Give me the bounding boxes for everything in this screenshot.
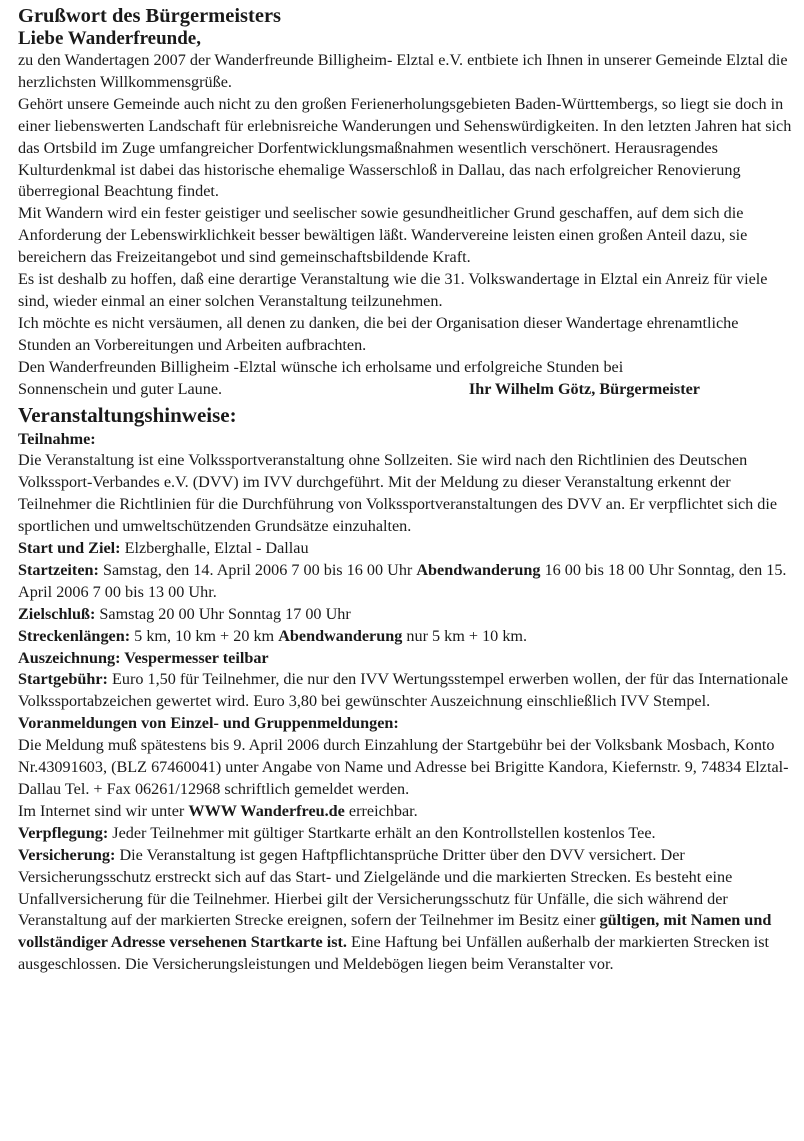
- greeting-paragraph: Den Wanderfreunden Billigheim -Elztal wünsche ich erholsame und erfolgreiche Stunden bei: [18, 357, 624, 376]
- start-times-value-2: 16 00 bis 18 00 Uhr Sonntag, den 15. April 2006 7 00 bis 13 00 Uhr.: [18, 560, 787, 601]
- fee-entry: [18, 669, 792, 713]
- fee-value: Euro 1,50 für Teilnehmer, die nur den IVV Wertungsstempel erwerben wollen, der für das Internationale Volkssportabzeichen gewertet wird. Euro 3,80 bei gewünschter Auszeichnung einschließlich IVV Stempel.: [18, 670, 789, 711]
- insurance-bold-text: gültigen, mit Namen und vollständiger Adresse versehenen Startkarte ist.: [18, 911, 772, 952]
- greeting-paragraph: Ich möchte es nicht versäumen, all denen zu danken, die bei der Organisation dieser Wandertage ehrenamtliche Stunden an Vorbereitungen und Arbeiten aufbrachten.: [18, 313, 739, 354]
- greeting-paragraph: Es ist deshalb zu hoffen, daß eine derartige Veranstaltung wie die 31. Volkswandertage in Elztal ein Anreiz für viele sind, wieder einmal an einer solchen Veranstaltung teilzunehmen.: [18, 270, 768, 310]
- finish-close-value: Samstag 20 00 Uhr Sonntag 17 00 Uhr: [95, 604, 351, 623]
- greeting-paragraph: Mit Wandern wird ein fester geistiger und seelischer sowie gesundheitlicher Grund geschaffen, auf dem sich die Anforderung der Lebenswirklichkeit besser bewältigen läßt. Wandervereine leisten einen großen Anteil dazu, sie bereichern das Freizeitangebot und sind gemeinschaftsbildende Kraft.: [18, 204, 748, 267]
- route-lengths-entry: [18, 626, 792, 648]
- evening-walk-label: Abendwanderung: [278, 626, 403, 645]
- insurance-entry: [18, 845, 792, 976]
- finish-close-entry: [18, 604, 792, 626]
- evening-walk-label: Abendwanderung: [416, 560, 541, 579]
- catering-label: Verpflegung:: [18, 823, 109, 842]
- insurance-label: Versicherung:: [18, 845, 116, 864]
- closing-line: [18, 379, 792, 401]
- insurance-text-2: Eine Haftung bei Unfällen außerhalb der markierten Strecken ist ausgeschlossen. Die Versicherungsleistungen und Meldebögen liegen beim Veranstalter vor.: [18, 933, 770, 974]
- route-lengths-value-2: nur 5 km + 10 km.: [402, 626, 528, 645]
- start-finish-value: Elzberghalle, Elztal - Dallau: [120, 539, 309, 558]
- participation-text: Die Veranstaltung ist eine Volkssportveranstaltung ohne Sollzeiten. Sie wird nach den Richtlinien des Deutschen Volkssport-Verbandes e.V. (DVV) im IVV durchgeführt. Mit der Meldung zu dieser Veranstaltung erkennt der Teilnehmer die Richtlinien für die Durchführung von Volkssportveranstaltungen des DVV an. Er verpflichtet sich die sportlichen und umweltschützenden Grundsätze einzuhalten.: [18, 451, 778, 536]
- start-times-value: Samstag, den 14. April 2006 7 00 bis 16 00 Uhr: [98, 560, 417, 579]
- finish-close-label: Zielschluß:: [18, 604, 96, 623]
- route-lengths-value: 5 km, 10 km + 20 km: [130, 626, 279, 645]
- start-finish-entry: [18, 538, 792, 560]
- event-info-heading: Veranstaltungshinweise:: [18, 402, 237, 427]
- catering-value: Jeder Teilnehmer mit gültiger Startkarte erhält an den Kontrollstellen kostenlos Tee.: [108, 823, 656, 842]
- website-link[interactable]: WWW Wanderfreu.de: [188, 801, 345, 820]
- start-times-entry: [18, 560, 792, 604]
- greeting-paragraph: zu den Wandertagen 2007 der Wanderfreunde Billigheim- Elztal e.V. entbiete ich Ihnen in unserer Gemeinde Elztal die herzlichsten Willkommensgrüße.: [18, 51, 788, 91]
- preregistration-text: Die Meldung muß spätestens bis 9. April 2006 durch Einzahlung der Startgebühr bei der Volksbank Mosbach, Konto Nr.43091603, (BLZ 67460041) unter Angabe von Name und Adresse bei Brigitte Kandora, Kiefernstr. 9, 74834 Elztal-Dallau Tel. + Fax 06261/12968 schriftlich gemeldet werden.: [18, 736, 789, 798]
- internet-entry: [18, 801, 792, 823]
- closing-text: Sonnenschein und guter Laune.: [18, 379, 223, 398]
- greeting-heading: Grußwort des Bürgermeisters: [18, 5, 282, 27]
- catering-entry: [18, 823, 792, 845]
- mayor-signature: Ihr Wilhelm Götz, Bürgermeister: [468, 379, 700, 398]
- internet-text: Im Internet sind wir unter: [18, 801, 189, 820]
- start-times-label: Startzeiten:: [18, 560, 99, 579]
- salutation: Liebe Wanderfreunde,: [18, 28, 201, 49]
- route-lengths-label: Streckenlängen:: [18, 626, 131, 645]
- insurance-text: Die Veranstaltung ist gegen Haftpflichtansprüche Dritter über den DVV versichert. Der Versicherungsschutz erstreckt sich auf das Start- und Zielgelände und die markierten Strecken. Es besteht eine Unfallversicherung für die Teilnehmer. Hierbei gilt der Versicherungsschutz für Unfälle, die sich während der Veranstaltung auf der markierten Strecke ereignen, sofern der Teilnehmer im Besitz einer: [18, 845, 733, 930]
- preregistration-label: Voranmeldungen von Einzel- und Gruppenmeldungen:: [18, 714, 399, 733]
- start-finish-label: Start und Ziel:: [18, 539, 121, 558]
- fee-label: Startgebühr:: [18, 670, 108, 689]
- internet-text-2: erreichbar.: [344, 801, 418, 820]
- award-entry: Auszeichnung: Vespermesser teilbar: [18, 648, 269, 667]
- greeting-paragraph: Gehört unsere Gemeinde auch nicht zu den großen Ferienerholungsgebieten Baden-Württembergs, so liegt sie doch in einer liebenswerten Landschaft für erlebnisreiche Wanderungen und Sehenswürdigkeiten. In den letzten Jahren hat sich das Ortsbild im Zuge umfangreicher Dorfentwicklungsmaßnahmen wesentlich verschönert. Herausragendes Kulturdenkmal ist dabei das historische ehemalige Wasserschloß in Dallau, das nach erfolgreicher Renovierung überregional Beachtung findet.: [18, 94, 792, 201]
- participation-label: Teilnahme:: [18, 429, 96, 448]
